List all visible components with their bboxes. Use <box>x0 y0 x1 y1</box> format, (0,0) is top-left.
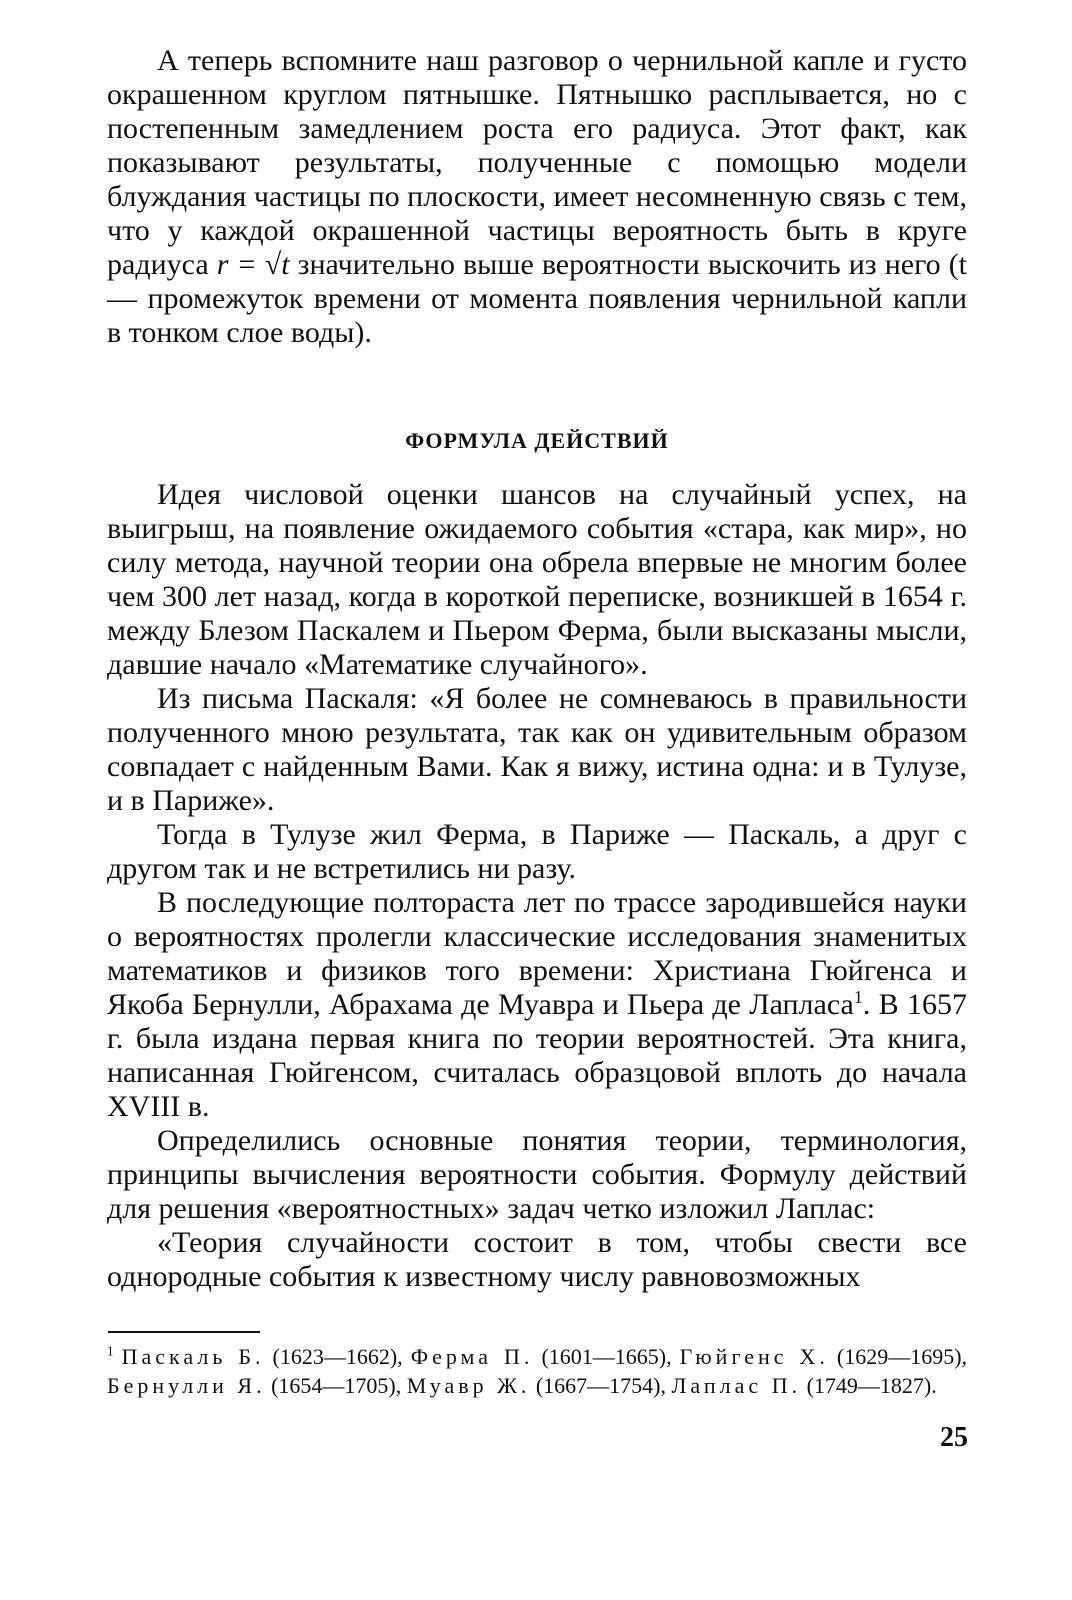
footnote-name: Лаплас П. <box>671 1373 802 1398</box>
footnote <box>107 1342 967 1400</box>
body-paragraph: Из письма Паскаля: «Я более не сомневаюсь в правильности полученного мною результата, так как он удивительным образом совпадает с найденным Вами. Как я вижу, истина одна: и в Тулузе, и в Париже». <box>107 682 967 817</box>
footnote-name: Муавр Ж. <box>406 1373 531 1398</box>
intro-text: А теперь вспомните наш разговор о чернильной капле и густо окрашенном круглом пятнышке. Пятнышко расплывается, но с постепенным замедлением роста его радиуса. Этот факт, как показывают результаты, полученные с помощью модели блуждания частицы по плоскости, имеет несомненную связь с тем, что у каждой окрашенной частицы вероятность быть в круге радиуса <box>107 44 967 281</box>
laplace-text-after: . В 1657 г. была издана первая книга по теории вероятностей. Эта книга, написанная Гюйгенсом, считалась образцовой вплоть до начала XVIII в. <box>107 988 967 1123</box>
intro-text-after: значительно выше вероятности выскочить из него (t — промежуток времени от момента появления чернильной капли в тонком слое воды). <box>107 248 968 349</box>
intro-paragraph <box>107 44 967 350</box>
footnote-dates: (1601—1665), <box>541 1344 672 1369</box>
footnote-dates: (1667—1754), <box>535 1373 667 1398</box>
footnote-name: Гюйгенс Х. <box>679 1344 829 1369</box>
footnote-ref[interactable]: 1 <box>853 987 863 1007</box>
intro-block <box>107 44 967 350</box>
main-body <box>107 478 967 1294</box>
footnote-dates: (1654—1705), <box>271 1373 402 1398</box>
radius-formula: r = √t <box>216 248 290 281</box>
laplace-text-before: В последующие полтораста лет по трассе зародившейся науки о вероятностях пролегли классические исследования знаменитых математиков и физиков того времени: Христиана Гюйгенса и Якоба Бернулли, Абрахама де Муавра и Пьера де Лапласа <box>107 886 967 1021</box>
footnote-dates: (1749—1827). <box>806 1373 937 1398</box>
page-number: 25 <box>940 1422 968 1453</box>
footnote-divider <box>108 1331 260 1333</box>
footnote-dates: (1629—1695), <box>836 1344 968 1369</box>
body-paragraph: «Теория случайности состоит в том, чтобы свести все однородные события к известному числу равновозможных <box>107 1226 967 1293</box>
section-heading: ФОРМУЛА ДЕЙСТВИЙ <box>405 428 669 453</box>
footnote-mark: 1 <box>107 1343 114 1359</box>
body-paragraph: Идея числовой оценки шансов на случайный успех, на выигрыш, на появление ожидаемого события «стара, как мир», но силу метода, научной теории она обрела впервые не многим более чем 300 лет назад, когда в короткой переписке, возникшей в 1654 г. между Блезом Паскалем и Пьером Ферма, были высказаны мысли, давшие начало «Математике случайного». <box>107 478 967 681</box>
laplace-paragraph <box>107 886 967 1124</box>
footnote-dates: (1623—1662), <box>272 1344 403 1369</box>
body-paragraph: Тогда в Тулузе жил Ферма, в Париже — Паскаль, а друг с другом так и не встретились ни разу. <box>107 818 967 885</box>
footnote-name: Бернулли Я. <box>107 1373 266 1398</box>
footnote-name: Паскаль Б. <box>121 1344 265 1369</box>
body-paragraph: Определились основные понятия теории, терминология, принципы вычисления вероятности события. Формулу действий для решения «вероятностных» задач четко изложил Лаплас: <box>107 1124 967 1225</box>
footnote-name: Ферма П. <box>410 1344 534 1369</box>
